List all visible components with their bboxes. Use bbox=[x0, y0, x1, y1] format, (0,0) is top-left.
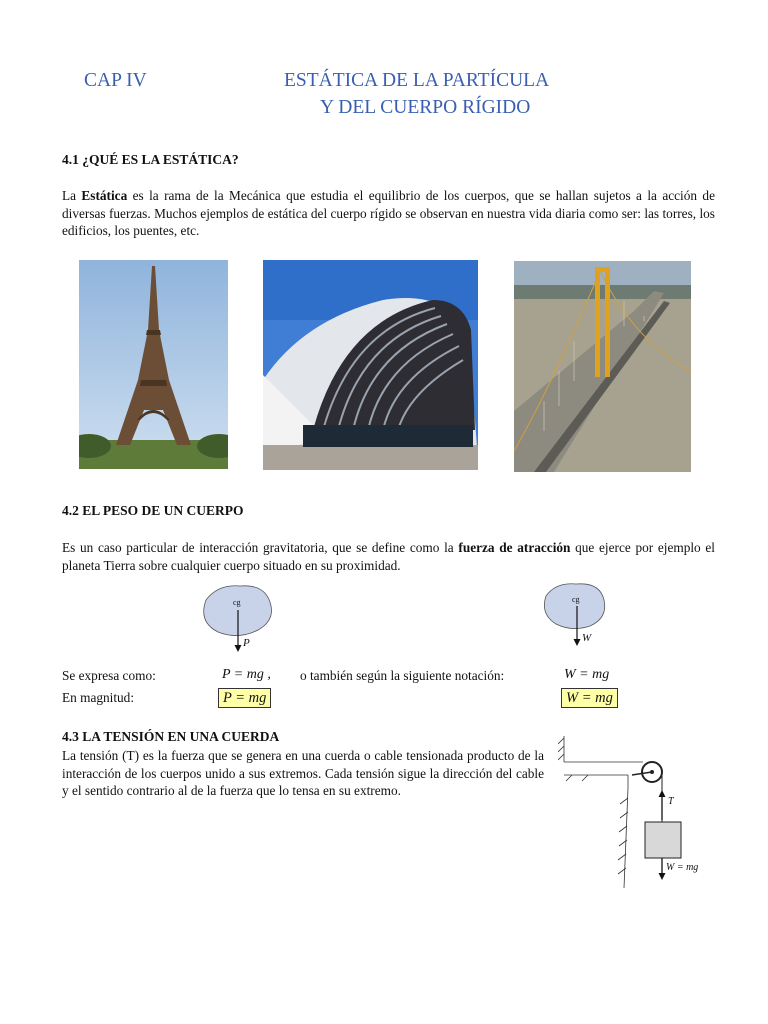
vector-p-label: P bbox=[243, 637, 250, 649]
section-heading-4-3: 4.3 LA TENSIÓN EN UNA CUERDA bbox=[62, 729, 280, 744]
notation-label: o también según la siguiente notación: bbox=[300, 668, 505, 683]
photo-eiffel-tower bbox=[79, 260, 228, 469]
paragraph-4-3: La tensión (T) es la fuerza que se genera en una cuerda o cable tensionada producto de la interacción de los cuerpos unido a sus extremos. Cada tensión sigue la dirección del cable y el sentido contrario al de la fuerza que lo tensa en su extremo. bbox=[62, 748, 544, 798]
formula-p-magnitude: P = mg bbox=[218, 688, 271, 708]
paragraph-4-1 bbox=[62, 187, 715, 240]
vector-w-label: W bbox=[582, 632, 592, 644]
chapter-label: CAP IV bbox=[84, 70, 147, 91]
tension-diagram bbox=[558, 728, 708, 888]
cg-label: cg bbox=[572, 595, 580, 604]
weight-label: W = mg bbox=[666, 862, 699, 873]
magnitud-label: En magnitud: bbox=[62, 690, 135, 705]
term-fuerza-de-atraccion: fuerza de atracción bbox=[458, 540, 571, 555]
formula-p-vector: P = mg , bbox=[222, 667, 271, 682]
section-heading-4-2: 4.2 EL PESO DE UN CUERPO bbox=[62, 503, 244, 518]
photo-arched-building bbox=[263, 260, 478, 470]
expresa-label: Se expresa como: bbox=[62, 668, 156, 683]
paragraph-text: La bbox=[62, 188, 82, 203]
formula-w-magnitude: W = mg bbox=[561, 688, 618, 708]
chapter-title-line1: ESTÁTICA DE LA PARTÍCULA bbox=[284, 70, 550, 91]
paragraph-text: que ejerce por ejemplo el planeta Tierra sobre cualquier cuerpo situado en su proximidad. bbox=[62, 540, 716, 573]
weight-diagram-p bbox=[198, 582, 278, 657]
section-heading-4-1: 4.1 ¿QUÉ ES LA ESTÁTICA? bbox=[62, 152, 239, 167]
cg-label: cg bbox=[233, 598, 241, 607]
paragraph-4-2 bbox=[62, 539, 715, 574]
chapter-title-line2: Y DEL CUERPO RÍGIDO bbox=[320, 97, 531, 118]
term-estatica: Estática bbox=[81, 188, 128, 203]
photo-suspension-bridge bbox=[514, 261, 691, 472]
formula-w-vector: W = mg bbox=[564, 667, 610, 682]
paragraph-text: es la rama de la Mecánica que estudia el equilibrio de los cuerpos, que se hallan sujetos a la acción de diversas fuerzas. Muchos ejemplos de estática del cuerpo rígido se observan en nuestra vida diaria como ser: las torres, los edificios, los puentes, etc. bbox=[62, 188, 715, 238]
paragraph-text: Es un caso particular de interacción gravitatoria, que se define como la bbox=[62, 540, 459, 555]
weight-diagram-w bbox=[540, 580, 610, 652]
tension-label: T bbox=[668, 796, 674, 807]
